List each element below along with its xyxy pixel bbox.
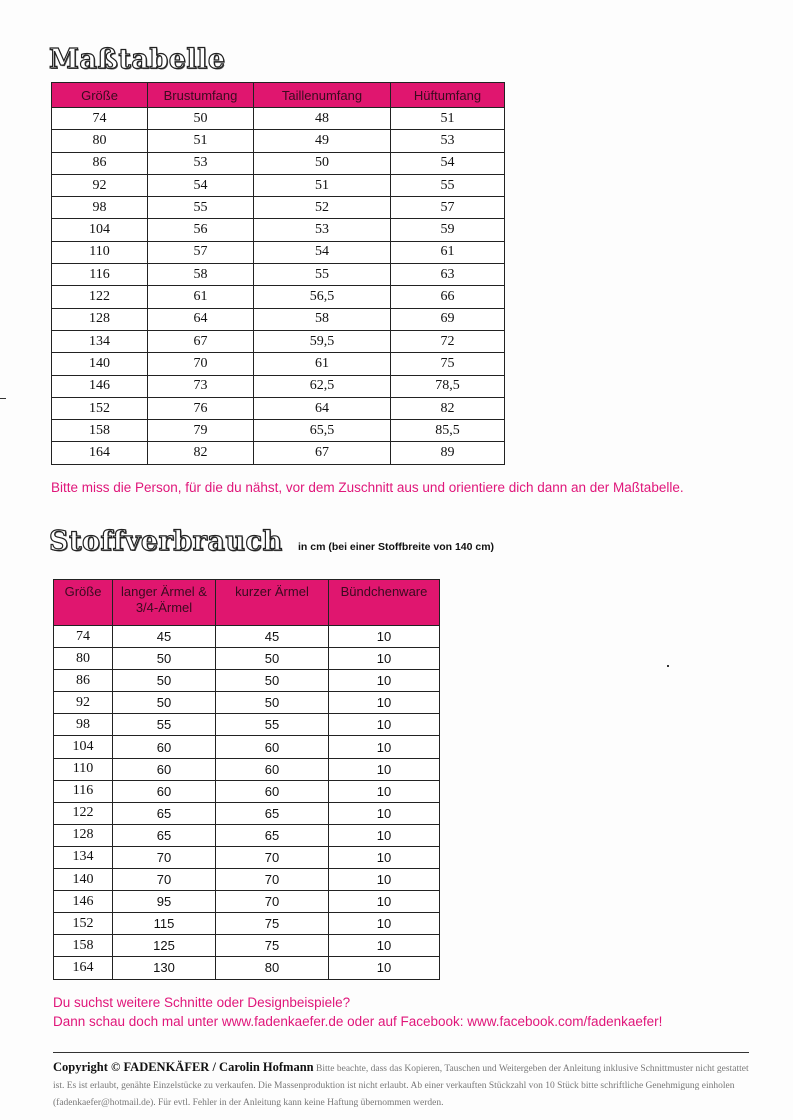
table-cell: 10	[329, 692, 440, 714]
header-langer-aermel: langer Ärmel & 3/4-Ärmel	[113, 580, 216, 626]
table-cell: 140	[54, 869, 113, 891]
table-cell: 10	[329, 935, 440, 957]
table-row	[52, 420, 505, 442]
sizes-table-title: Maßtabelle	[49, 44, 226, 75]
table-row	[52, 197, 505, 219]
header-kurzer-aermel: kurzer Ärmel	[216, 580, 329, 626]
table-cell: 10	[329, 670, 440, 692]
fabric-table-header-row	[54, 580, 440, 626]
table-cell: 10	[329, 626, 440, 648]
table-cell: 64	[254, 397, 391, 419]
table-cell: 61	[391, 241, 505, 263]
table-cell: 50	[113, 648, 216, 670]
table-cell: 50	[216, 648, 329, 670]
table-row	[54, 957, 440, 979]
header-buendchenware: Bündchenware	[329, 580, 440, 626]
table-cell: 116	[52, 264, 148, 286]
table-cell: 95	[113, 891, 216, 913]
table-row	[52, 130, 505, 152]
table-cell: 62,5	[254, 375, 391, 397]
table-cell: 54	[254, 241, 391, 263]
table-cell: 104	[54, 736, 113, 758]
table-cell: 53	[391, 130, 505, 152]
table-cell: 50	[254, 152, 391, 174]
table-cell: 10	[329, 780, 440, 802]
table-cell: 92	[54, 692, 113, 714]
table-cell: 140	[52, 353, 148, 375]
table-cell: 56	[148, 219, 254, 241]
table-cell: 10	[329, 957, 440, 979]
table-row	[52, 397, 505, 419]
table-cell: 57	[391, 197, 505, 219]
table-row	[54, 846, 440, 868]
table-row	[52, 286, 505, 308]
header-hueftumfang: Hüftumfang	[391, 83, 505, 108]
scan-dot	[667, 665, 669, 667]
table-cell: 10	[329, 802, 440, 824]
table-cell: 58	[148, 264, 254, 286]
table-cell: 125	[113, 935, 216, 957]
table-cell: 70	[148, 353, 254, 375]
table-row	[54, 626, 440, 648]
table-cell: 56,5	[254, 286, 391, 308]
footer-disclaimer: Bitte beachte, dass das Kopieren, Tauschen und Weitergeben der Anleitung inklusive Schnittmuster nicht gestattet ist. Es ist erlaubt, genähte Einzelstücke zu verkaufen. Die Massenproduktion ist nicht erlaubt. Ab einer verkauften Stückzahl von 10 Stück bitte schriftliche Genehmigung einholen (fadenkaefer@hotmail.de). Für evtl. Fehler in der Anleitung kann keine Haftung übernommen werden.	[53, 1064, 749, 1108]
table-cell: 122	[54, 802, 113, 824]
table-cell: 60	[216, 736, 329, 758]
table-cell: 45	[113, 626, 216, 648]
header-groesse: Größe	[52, 83, 148, 108]
table-cell: 134	[54, 846, 113, 868]
table-row	[54, 802, 440, 824]
table-cell: 57	[148, 241, 254, 263]
table-cell: 10	[329, 846, 440, 868]
table-row	[52, 442, 505, 464]
table-cell: 110	[52, 241, 148, 263]
table-cell: 65	[113, 802, 216, 824]
table-cell: 67	[254, 442, 391, 464]
table-cell: 164	[54, 957, 113, 979]
table-cell: 10	[329, 648, 440, 670]
table-cell: 152	[52, 397, 148, 419]
table-cell: 50	[148, 108, 254, 130]
measure-note: Bitte miss die Person, für die du nähst, vor dem Zuschnitt aus und orientiere dich dann an der Maßtabelle.	[51, 480, 684, 495]
table-cell: 70	[216, 869, 329, 891]
table-cell: 51	[254, 174, 391, 196]
table-row	[52, 174, 505, 196]
table-cell: 49	[254, 130, 391, 152]
table-cell: 75	[216, 935, 329, 957]
table-cell: 130	[113, 957, 216, 979]
table-cell: 110	[54, 758, 113, 780]
table-cell: 50	[216, 692, 329, 714]
table-cell: 80	[52, 130, 148, 152]
table-row	[54, 891, 440, 913]
table-cell: 53	[254, 219, 391, 241]
promo-line-2: Dann schau doch mal unter www.fadenkaefer.de oder auf Facebook: www.facebook.com/fadenkaefer!	[53, 1014, 663, 1029]
table-cell: 78,5	[391, 375, 505, 397]
table-cell: 80	[54, 648, 113, 670]
table-row	[52, 152, 505, 174]
scan-mark	[0, 398, 6, 399]
table-row	[54, 869, 440, 891]
table-cell: 48	[254, 108, 391, 130]
table-cell: 72	[391, 330, 505, 352]
table-cell: 50	[113, 692, 216, 714]
table-cell: 55	[113, 714, 216, 736]
table-cell: 64	[148, 308, 254, 330]
table-cell: 85,5	[391, 420, 505, 442]
fabric-table-subtitle: in cm (bei einer Stoffbreite von 140 cm)	[298, 541, 495, 553]
promo-line-1: Du suchst weitere Schnitte oder Designbeispiele?	[53, 995, 351, 1010]
table-row	[54, 935, 440, 957]
table-row	[54, 736, 440, 758]
table-cell: 65	[113, 824, 216, 846]
table-row	[52, 353, 505, 375]
table-cell: 69	[391, 308, 505, 330]
table-cell: 128	[52, 308, 148, 330]
table-cell: 45	[216, 626, 329, 648]
table-cell: 70	[216, 846, 329, 868]
table-cell: 65	[216, 802, 329, 824]
table-cell: 79	[148, 420, 254, 442]
table-cell: 76	[148, 397, 254, 419]
table-row	[52, 375, 505, 397]
table-cell: 65,5	[254, 420, 391, 442]
table-cell: 63	[391, 264, 505, 286]
table-cell: 164	[52, 442, 148, 464]
table-row	[52, 241, 505, 263]
table-cell: 60	[113, 736, 216, 758]
table-cell: 115	[113, 913, 216, 935]
table-cell: 55	[148, 197, 254, 219]
table-cell: 67	[148, 330, 254, 352]
table-cell: 60	[216, 780, 329, 802]
table-cell: 55	[216, 714, 329, 736]
table-cell: 65	[216, 824, 329, 846]
fabric-table	[53, 579, 440, 980]
table-cell: 74	[52, 108, 148, 130]
table-cell: 54	[391, 152, 505, 174]
table-cell: 98	[52, 197, 148, 219]
table-cell: 51	[391, 108, 505, 130]
table-row	[54, 692, 440, 714]
table-cell: 59	[391, 219, 505, 241]
table-cell: 75	[216, 913, 329, 935]
table-row	[54, 824, 440, 846]
table-cell: 73	[148, 375, 254, 397]
table-cell: 116	[54, 780, 113, 802]
table-row	[54, 648, 440, 670]
table-cell: 158	[54, 935, 113, 957]
table-row	[52, 264, 505, 286]
table-cell: 55	[391, 174, 505, 196]
table-cell: 70	[113, 846, 216, 868]
table-cell: 54	[148, 174, 254, 196]
table-cell: 82	[391, 397, 505, 419]
table-cell: 70	[113, 869, 216, 891]
table-row	[54, 758, 440, 780]
table-row	[54, 780, 440, 802]
table-cell: 146	[52, 375, 148, 397]
table-cell: 50	[113, 670, 216, 692]
table-cell: 60	[113, 758, 216, 780]
table-cell: 60	[216, 758, 329, 780]
table-cell: 10	[329, 714, 440, 736]
table-row	[54, 913, 440, 935]
table-cell: 66	[391, 286, 505, 308]
footer-text	[53, 1059, 753, 1112]
table-cell: 70	[216, 891, 329, 913]
table-cell: 10	[329, 824, 440, 846]
table-cell: 10	[329, 736, 440, 758]
table-cell: 53	[148, 152, 254, 174]
table-cell: 59,5	[254, 330, 391, 352]
table-cell: 50	[216, 670, 329, 692]
table-cell: 10	[329, 891, 440, 913]
table-cell: 61	[148, 286, 254, 308]
table-cell: 152	[54, 913, 113, 935]
header-groesse: Größe	[54, 580, 113, 626]
table-cell: 104	[52, 219, 148, 241]
table-cell: 86	[52, 152, 148, 174]
footer-copyright: Copyright © FADENKÄFER / Carolin Hofmann	[53, 1060, 314, 1074]
footer-divider	[53, 1052, 749, 1053]
table-row	[52, 219, 505, 241]
table-cell: 134	[52, 330, 148, 352]
table-cell: 89	[391, 442, 505, 464]
fabric-table-title: Stoffverbrauch	[49, 526, 283, 557]
table-cell: 158	[52, 420, 148, 442]
table-cell: 10	[329, 869, 440, 891]
table-cell: 10	[329, 758, 440, 780]
table-cell: 74	[54, 626, 113, 648]
sizes-table	[51, 82, 505, 465]
table-cell: 80	[216, 957, 329, 979]
table-cell: 122	[52, 286, 148, 308]
table-cell: 58	[254, 308, 391, 330]
table-cell: 55	[254, 264, 391, 286]
table-cell: 128	[54, 824, 113, 846]
table-cell: 52	[254, 197, 391, 219]
table-cell: 98	[54, 714, 113, 736]
table-cell: 92	[52, 174, 148, 196]
table-cell: 51	[148, 130, 254, 152]
table-row	[52, 330, 505, 352]
table-cell: 10	[329, 913, 440, 935]
table-cell: 61	[254, 353, 391, 375]
header-brustumfang: Brustumfang	[148, 83, 254, 108]
table-row	[54, 714, 440, 736]
table-cell: 82	[148, 442, 254, 464]
table-row	[52, 308, 505, 330]
header-taillenumfang: Taillenumfang	[254, 83, 391, 108]
table-cell: 146	[54, 891, 113, 913]
table-cell: 75	[391, 353, 505, 375]
table-row	[54, 670, 440, 692]
sizes-table-header-row	[52, 83, 505, 108]
table-row	[52, 108, 505, 130]
table-cell: 86	[54, 670, 113, 692]
table-cell: 60	[113, 780, 216, 802]
